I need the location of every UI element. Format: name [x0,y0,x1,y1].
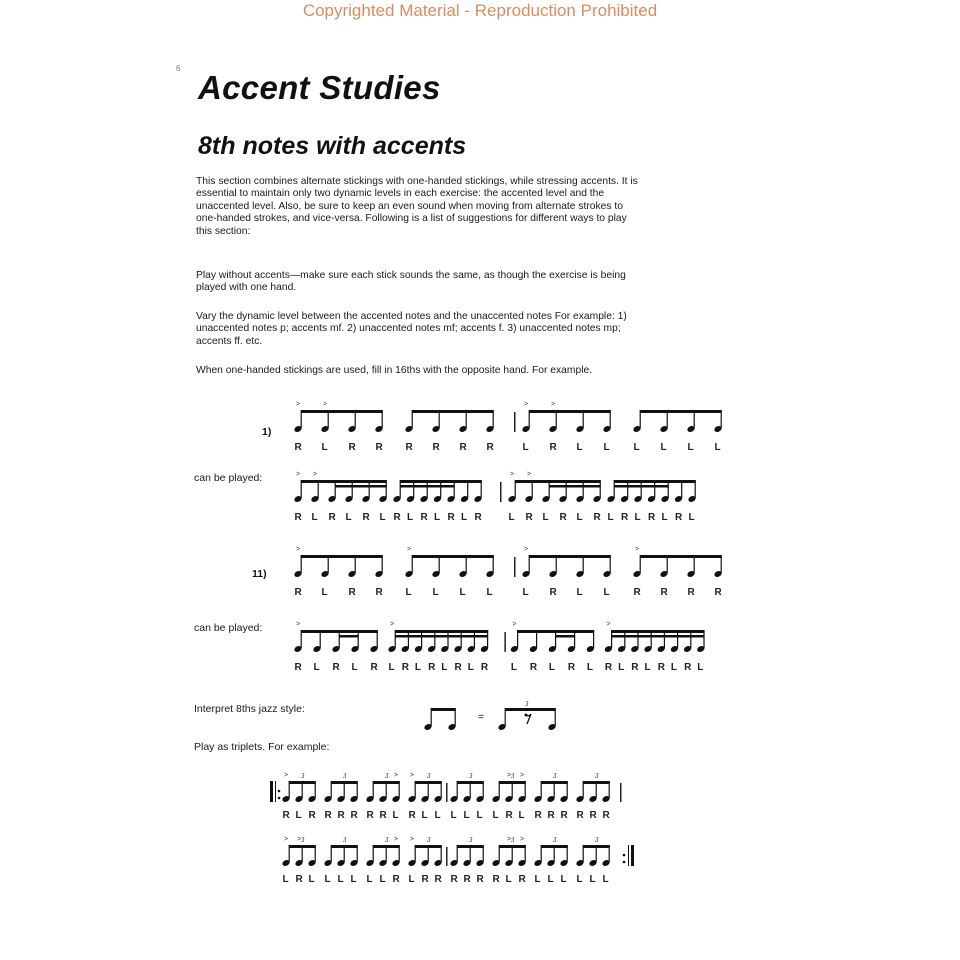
sticking-letter: R [602,810,610,821]
beam [331,845,358,848]
sticking-letter: R [631,662,639,673]
sticking-letter: R [379,810,387,821]
can-be-played-label: can be played: [194,622,263,634]
sticking-letter: L [313,662,320,673]
sticking-letter: L [463,810,470,821]
sticking-letter: L [434,512,441,523]
beam [515,480,601,483]
sticking-letter: R [370,662,378,673]
sticking-letter: L [366,874,373,885]
beam [541,845,568,848]
sticking-letter: R [308,810,316,821]
sticking-letter: L [379,512,386,523]
beam [612,630,705,633]
sticking-letter: L [432,587,439,598]
sticking-letter: L [697,662,704,673]
repeat-start-thick-bar [270,781,273,802]
triplet-number: 3 [427,772,431,780]
accent-mark: > [407,546,412,553]
sticking-letter: R [332,662,340,673]
sticking-letter: R [432,442,440,453]
sticking-letter: L [392,810,399,821]
page-number: 6 [176,64,181,73]
accent-mark: > [394,836,399,843]
sticking-letter: L [407,512,414,523]
beam [400,480,482,483]
accent-mark: > [284,836,289,843]
sticking-letter: L [576,874,583,885]
beam [412,410,494,413]
beam [499,845,526,848]
sticking-letter: L [560,874,567,885]
sticking-letter: R [593,512,601,523]
beam [640,555,722,558]
sticking-letter: R [604,662,613,673]
page-title: Accent Studies [198,69,441,106]
beam [301,630,378,633]
beam [583,781,610,784]
notation-exercise-1-played [290,468,740,528]
exercise-number-11: 11) [252,568,267,580]
triplet-number: 3 [595,772,599,780]
sticking-letter: R [392,874,400,885]
sticking-letter: R [375,587,383,598]
barline [504,632,506,652]
beam [415,845,442,848]
notation-triplets-line-2 [270,832,740,890]
sticking-letter: L [476,810,483,821]
sticking-letter: L [421,810,428,821]
barline [446,847,448,866]
accent-mark: > [390,621,395,628]
sticking-letter: R [337,810,345,821]
sticking-letter: L [337,874,344,885]
sticking-letter: R [420,512,428,523]
beam [529,410,611,413]
sticking-letter: R [621,512,629,523]
sticking-letter: L [510,662,518,673]
sticking-letter: L [505,874,512,885]
beam [289,845,316,848]
beam [412,555,494,558]
sticking-letter: R [714,587,722,598]
sticking-letter: R [350,810,358,821]
beam [518,630,595,633]
sticking-letter: L [670,662,678,673]
accent-mark: > [313,471,318,478]
triplet-number: 3 [469,836,473,844]
barline [620,783,622,802]
sticking-letter: R [447,512,455,523]
accent-mark: > [297,836,302,843]
sticking-letter: R [428,662,436,673]
sticking-letter: R [675,512,683,523]
triplet-number: 3 [511,772,515,780]
sticking-letter: R [534,810,542,821]
beam [301,410,383,413]
can-be-played-label: can be played: [194,472,263,484]
sticking-letter: R [589,810,597,821]
sticking-letter: L [324,874,331,885]
sticking-letter: R [486,442,494,453]
accent-mark: > [410,836,415,843]
sticking-letter: R [657,662,665,673]
accent-mark: > [520,836,525,843]
fill-in-paragraph: When one-handed stickings are used, fill in 16ths with the opposite hand. For example. [196,365,593,376]
sticking-letter: R [401,662,409,673]
accent-mark: > [507,836,512,843]
beam [373,845,400,848]
accent-mark: > [524,401,529,408]
beam [331,781,358,784]
sticking-letter: L [508,512,515,523]
sticking-letter: L [351,662,358,673]
sticking-letter: L [586,662,594,673]
sticking-letter: L [461,512,468,523]
sticking-letter: R [294,662,302,673]
sticking-letter: L [321,587,328,598]
sticking-letter: L [345,512,352,523]
sticking-letter: R [459,442,467,453]
no-accents-paragraph: Play without accents—make sure each stick sounds the same, as though the exercise is being played with one hand. [196,270,626,294]
sticking-letter: R [405,442,413,453]
accent-mark: > [524,546,529,553]
triplet-number: 3 [343,772,347,780]
accent-mark: > [394,772,399,779]
sticking-letter: R [375,442,383,453]
accent-mark: > [507,772,512,779]
sticking-letter: L [633,442,640,453]
accent-mark: > [296,471,301,478]
beam [541,781,568,784]
sticking-letter: L [408,874,415,885]
sticking-letter: R [294,512,302,523]
sticking-letter: L [350,874,357,885]
beam [301,555,383,558]
beam [614,480,696,483]
accent-mark: > [296,546,301,553]
accent-mark: > [510,471,515,478]
sticking-letter: L [450,810,457,821]
barline [500,482,502,502]
sticking-letter: L [547,874,554,885]
accent-mark: > [512,621,517,628]
accent-mark: > [606,621,611,628]
sticking-letter: R [560,810,568,821]
beam [457,781,484,784]
equals-sign: = [478,712,484,723]
sticking-letter: L [486,587,493,598]
sticking-letter: L [434,810,441,821]
sticking-letter: R [559,512,567,523]
sticking-letter: R [525,512,533,523]
repeat-end-thick-bar [631,845,634,866]
triplet-number: 3 [385,772,389,780]
sticking-letter: R [687,587,695,598]
triplet-number: 3 [301,836,305,844]
accent-mark: > [410,772,415,779]
sticking-letter: R [476,874,484,885]
sticking-letter: R [348,587,356,598]
sticking-letter: L [688,512,695,523]
beam [640,410,722,413]
sticking-letter: L [634,512,641,523]
sticking-letter: R [421,874,429,885]
notation-exercise-11-played [290,618,750,678]
sticking-letter: R [393,512,401,523]
sticking-letter: L [295,810,302,821]
triplets-instruction: Play as triplets. For example: [194,741,330,753]
sticking-letter: L [660,442,667,453]
sticking-letter: R [648,512,656,523]
triplet-number: 3 [427,836,431,844]
sticking-letter: L [602,874,609,885]
sticking-letter: R [567,662,576,673]
sticking-letter: L [618,662,625,673]
triplet-number: 3 [595,836,599,844]
sticking-letter: R [547,810,555,821]
sticking-letter: L [661,512,668,523]
sticking-letter: R [295,874,303,885]
accent-mark: > [284,772,289,779]
accent-mark: > [635,546,640,553]
exercise-number-1: 1) [262,426,272,438]
sticking-letter: L [321,442,328,453]
sticking-letter: R [576,810,584,821]
sticking-letter: L [603,587,610,598]
jazz-instruction: Interpret 8ths jazz style: [194,703,305,715]
sticking-letter: L [467,662,474,673]
sticking-letter: L [308,874,315,885]
sticking-letter: R [328,512,336,523]
sticking-letter: L [379,874,386,885]
sticking-letter: R [684,662,692,673]
sticking-letter: L [405,587,412,598]
sticking-letter: R [450,874,458,885]
sticking-letter: R [474,512,482,523]
sticking-letter: L [576,587,583,598]
barline [514,412,516,432]
sticking-letter: L [644,662,651,673]
sticking-letter: L [441,662,448,673]
section-subtitle: 8th notes with accents [198,132,467,160]
sticking-letter: L [492,810,499,821]
sticking-letter: L [687,442,694,453]
sticking-letter: R [480,662,489,673]
sticking-letter: L [522,442,529,453]
sticking-letter: L [518,810,525,821]
sticking-letter: R [282,810,290,821]
triplet-number: 3 [511,836,515,844]
barline [446,783,448,802]
accent-mark: > [323,401,328,408]
notation-exercise-1 [290,398,740,458]
beam [415,781,442,784]
sticking-letter: R [549,442,557,453]
accent-mark: > [296,401,301,408]
notation-exercise-11 [290,543,740,603]
triplet-number: 3 [469,772,473,780]
beam [373,781,400,784]
barline [514,557,516,577]
sticking-letter: L [311,512,318,523]
beam [457,845,484,848]
sticking-letter: R [294,442,302,453]
beam [529,555,611,558]
sticking-letter: L [714,442,721,453]
sticking-letter: R [366,810,374,821]
sticking-letter: R [324,810,332,821]
beam [395,630,488,633]
triplet-number: 3 [525,700,529,708]
notation-triplets-line-1 [270,768,730,826]
sticking-letter: L [589,874,596,885]
sticking-letter: L [522,587,529,598]
sticking-letter: R [633,587,641,598]
sticking-letter: R [660,587,668,598]
accent-mark: > [520,772,525,779]
sticking-letter: L [576,512,583,523]
triplet-number: 3 [301,772,305,780]
beam [301,480,387,483]
accent-mark: > [551,401,556,408]
sticking-letter: R [549,587,557,598]
sticking-letter: L [282,874,289,885]
sticking-letter: R [492,874,500,885]
sticking-letter: R [454,662,462,673]
sticking-letter: R [434,874,442,885]
sticking-letter: R [529,662,538,673]
triplet-number: 3 [343,836,347,844]
accent-mark: > [296,621,301,628]
sticking-letter: L [542,512,549,523]
beam [499,781,526,784]
dynamics-paragraph: Vary the dynamic level between the accented notes and the unaccented notes For example: 1) unaccented notes p; accents mf. 2) unaccented notes mf; accents f. 3) unaccented notes mp; accents ff. etc. [196,311,627,347]
beam [289,781,316,784]
sticking-letter: R [505,810,513,821]
sticking-letter: L [607,512,614,523]
sticking-letter: R [518,874,526,885]
sticking-letter: R [408,810,416,821]
sticking-letter: R [362,512,370,523]
jazz-swing-equivalence [420,700,570,740]
copyright-banner: Copyrighted Material - Reproduction Prohibited [302,1,658,20]
accent-mark: > [527,471,532,478]
sticking-letter: L [388,662,395,673]
sticking-letter: L [548,662,556,673]
triplet-number: 3 [553,836,557,844]
sticking-letter: R [294,587,302,598]
sticking-letter: L [534,874,541,885]
sticking-letter: L [603,442,610,453]
beam [583,845,610,848]
triplet-number: 3 [385,836,389,844]
intro-paragraph: This section combines alternate stickings with one-handed stickings, while stressing accents. It is essential to maintain only two dynamic levels in each exercise: the accented level and the unaccented level. Also, be sure to keep an even sound when moving from alternate strokes to one-handed strokes, and vice-versa. Following is a list of suggestions for different ways to play this section: [196,176,638,237]
sticking-letter: L [414,662,422,673]
triplet-number: 3 [553,772,557,780]
sticking-letter: L [459,587,466,598]
sticking-letter: L [576,442,583,453]
sticking-letter: R [348,442,356,453]
sticking-letter: R [463,874,471,885]
